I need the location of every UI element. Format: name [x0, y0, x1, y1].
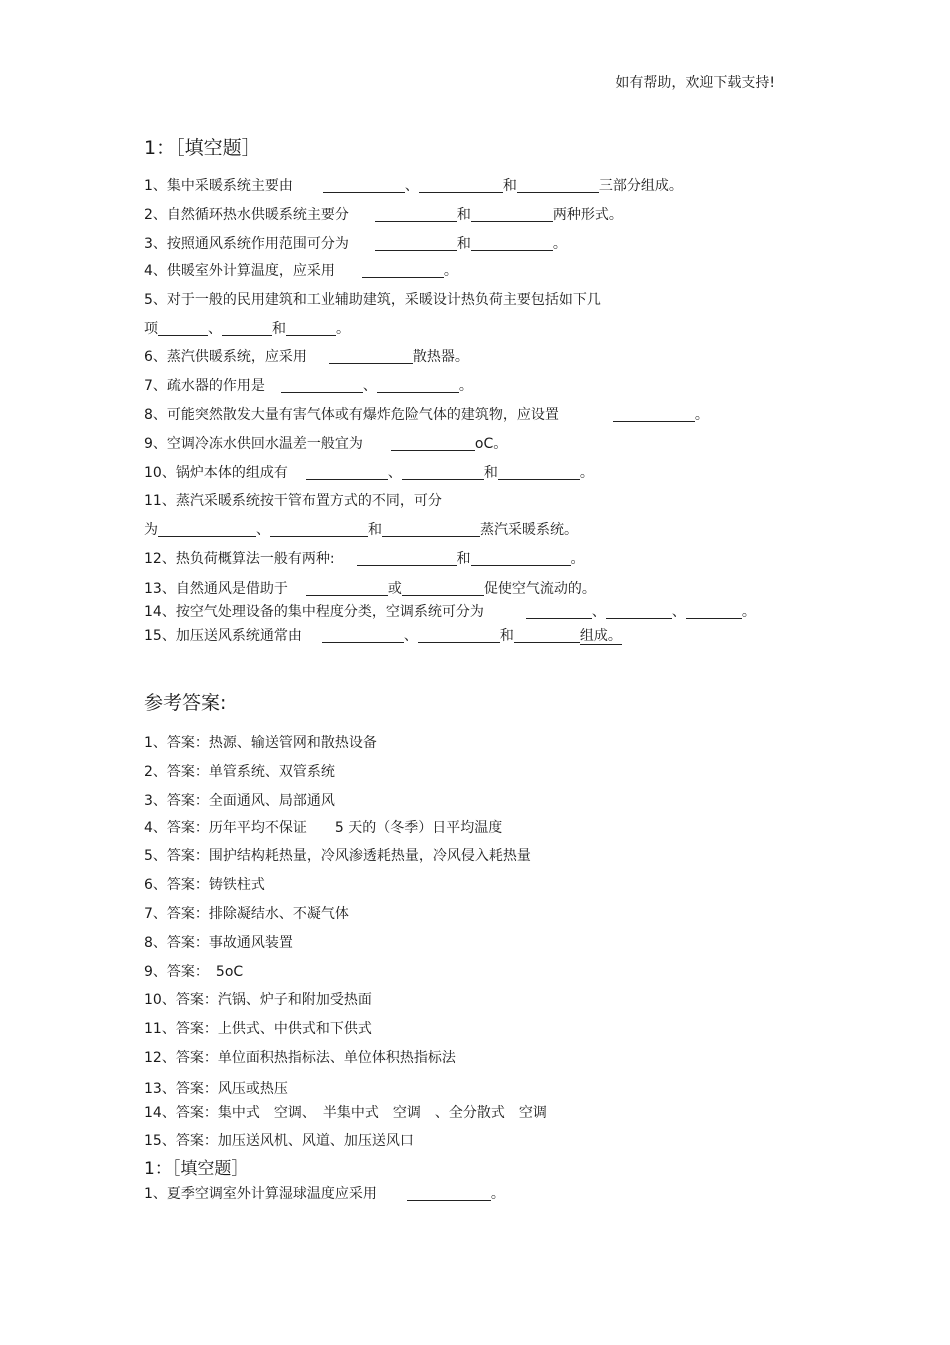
answer-item: 7、答案：排除凝结水、不凝气体 [144, 906, 349, 922]
answer-blank[interactable] [402, 581, 484, 596]
answer-blank[interactable] [471, 551, 571, 566]
answer-blank[interactable] [306, 465, 388, 480]
answer-blank[interactable] [306, 581, 388, 596]
answer-item: 12、答案：单位面积热指标法、单位体积热指标法 [144, 1050, 456, 1066]
answer-item: 5、答案：围护结构耗热量，冷风渗透耗热量，冷风侵入耗热量 [144, 848, 531, 864]
question-11-continued: 为 、 和 蒸汽采暖系统。 [144, 522, 578, 538]
question-7: 7、疏水器的作用是 、 。 [144, 378, 473, 394]
answer-blank[interactable] [323, 178, 405, 193]
answer-blank[interactable] [377, 378, 459, 393]
question-10: 10、锅炉本体的组成有 、 和 。 [144, 465, 594, 481]
answer-blank[interactable] [419, 178, 503, 193]
section-title-2: 1：［填空题］ [144, 1159, 249, 1179]
question-13: 13、自然通风是借助于 或 促使空气流动的。 [144, 581, 596, 597]
answer-blank[interactable] [526, 604, 592, 619]
question-8: 8、可能突然散发大量有害气体或有爆炸危险气体的建筑物，应设置 。 [144, 407, 709, 423]
answer-item: 13、答案：风压或热压 [144, 1081, 288, 1097]
answer-blank[interactable] [375, 207, 457, 222]
question-9: 9、空调冷冻水供回水温差一般宜为 oC。 [144, 436, 508, 452]
answer-blank[interactable] [606, 604, 672, 619]
question-4: 4、供暖室外计算温度，应采用 。 [144, 263, 458, 279]
answer-blank[interactable] [382, 522, 480, 537]
answer-item: 6、答案：铸铁柱式 [144, 877, 265, 893]
answer-item: 10、答案：汽锅、炉子和附加受热面 [144, 992, 372, 1008]
answer-blank[interactable] [391, 436, 475, 451]
section-title: 1：［填空题］ [144, 137, 261, 159]
question-11: 11、蒸汽采暖系统按干管布置方式的不同，可分 [144, 493, 442, 509]
answer-blank[interactable] [686, 604, 742, 619]
question-2-1: 1、夏季空调室外计算湿球温度应采用 。 [144, 1186, 505, 1202]
answer-blank[interactable] [362, 263, 444, 278]
question-5-continued: 项 、 和 。 [144, 321, 350, 337]
answer-item: 11、答案：上供式、中供式和下供式 [144, 1021, 372, 1037]
answer-item: 9、答案： 5oC [144, 964, 244, 980]
question-5: 5、对于一般的民用建筑和工业辅助建筑，采暖设计热负荷主要包括如下几 [144, 292, 601, 308]
question-3: 3、按照通风系统作用范围可分为 和 。 [144, 236, 567, 252]
answer-blank[interactable] [158, 321, 208, 336]
answer-blank[interactable] [418, 628, 500, 643]
answer-blank[interactable] [357, 551, 457, 566]
answer-item: 2、答案：单管系统、双管系统 [144, 764, 335, 780]
answer-blank[interactable] [222, 321, 272, 336]
page-header-note: 如有帮助，欢迎下载支持! [615, 75, 775, 91]
question-1: 1、集中采暖系统主要由 、 和 三部分组成。 [144, 178, 683, 194]
answer-blank[interactable] [286, 321, 336, 336]
answer-blank[interactable] [613, 407, 695, 422]
answer-blank[interactable] [498, 465, 580, 480]
answer-blank[interactable] [158, 522, 256, 537]
answer-blank[interactable] [322, 628, 404, 643]
question-15: 15、加压送风系统通常由 、 和 组成。 [144, 628, 622, 644]
question-6: 6、蒸汽供暖系统，应采用 散热器。 [144, 349, 469, 365]
answer-blank[interactable] [471, 207, 553, 222]
answer-blank[interactable] [471, 236, 553, 251]
answer-item: 4、答案：历年平均不保证 5 天的（冬季）日平均温度 [144, 820, 503, 836]
answer-item: 14、答案：集中式 空调、 半集中式 空调 、全分散式 空调 [144, 1105, 547, 1121]
answer-blank[interactable] [281, 378, 363, 393]
answer-blank[interactable] [375, 236, 457, 251]
answer-blank[interactable] [329, 349, 413, 364]
question-14: 14、按空气处理设备的集中程度分类，空调系统可分为 、 、 。 [144, 604, 756, 620]
answer-item: 1、答案：热源、输送管网和散热设备 [144, 735, 377, 751]
answer-blank[interactable] [402, 465, 484, 480]
answers-title: 参考答案: [144, 692, 227, 714]
question-2: 2、自然循环热水供暖系统主要分 和 两种形式。 [144, 207, 623, 223]
answer-blank[interactable] [517, 178, 599, 193]
question-12: 12、热负荷概算法一般有两种: 和 。 [144, 551, 585, 567]
answer-item: 3、答案：全面通风、局部通风 [144, 793, 335, 809]
answer-blank[interactable] [270, 522, 368, 537]
answer-blank[interactable] [514, 628, 580, 643]
answer-item: 15、答案：加压送风机、风道、加压送风口 [144, 1133, 414, 1149]
answer-item: 8、答案：事故通风装置 [144, 935, 293, 951]
answer-blank[interactable] [407, 1186, 491, 1201]
